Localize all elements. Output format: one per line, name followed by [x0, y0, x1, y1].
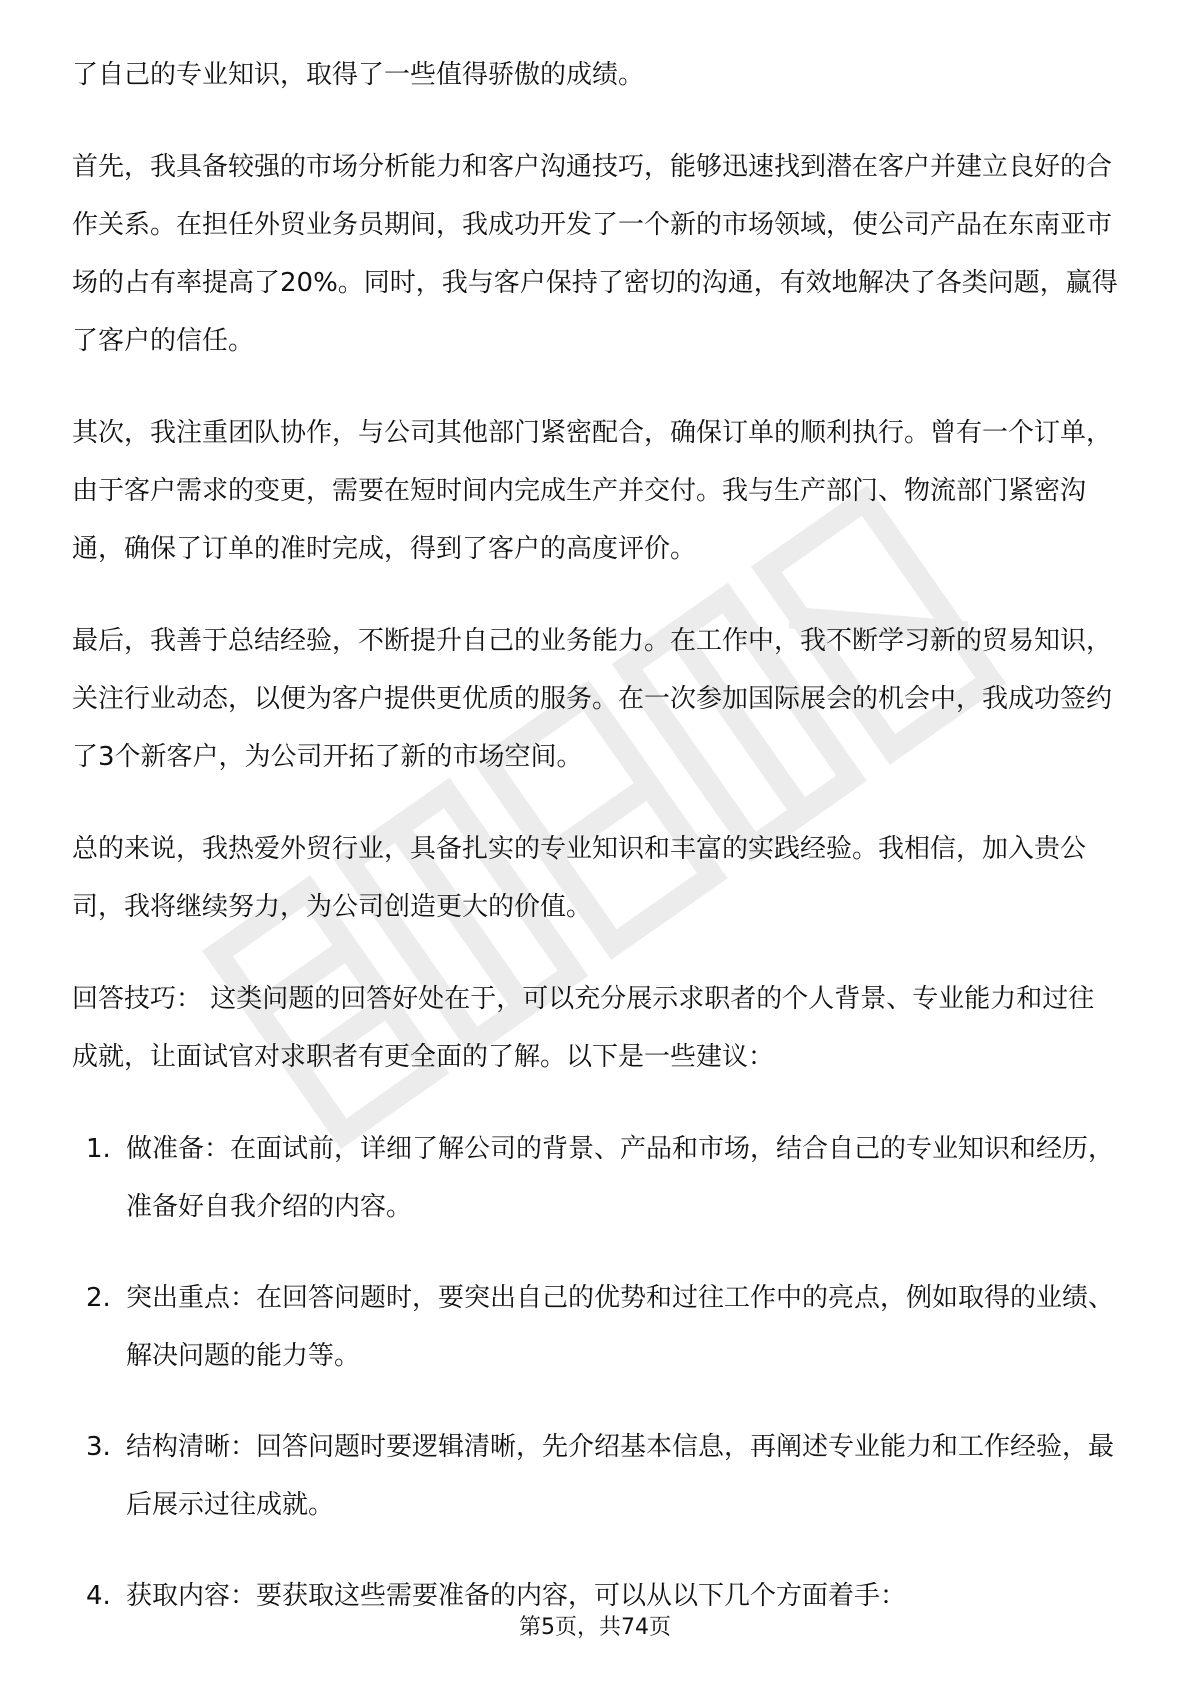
paragraph: 其次，我注重团队协作，与公司其他部门紧密配合，确保订单的顺利执行。曾有一个订单，由于客户需求的变更，需要在短时间内完成生产并交付。我与生产部门、物流部门紧密沟通，确保了订单的准时完成，得到了客户的高度评价。	[72, 418, 1113, 564]
list-item	[72, 1418, 1120, 1534]
list-item	[72, 1269, 1120, 1385]
document-body	[72, 46, 1120, 1658]
paragraph: 了自己的专业知识，取得了一些值得骄傲的成绩。	[72, 60, 645, 90]
paragraph: 回答技巧： 这类问题的回答好处在于，可以充分展示求职者的个人背景、专业能力和过往成就，让面试官对求职者有更全面的了解。以下是一些建议：	[72, 984, 1095, 1072]
list-number: 3.	[86, 1432, 111, 1462]
paragraph: 总的来说，我热爱外贸行业，具备扎实的专业知识和丰富的实践经验。我相信，加入贵公司，我将继续努力，为公司创造更大的价值。	[72, 834, 1087, 922]
list-number: 2.	[86, 1283, 111, 1313]
list-text: 突出重点：在回答问题时，要突出自己的优势和过往工作中的亮点，例如取得的业绩、解决问题的能力等。	[126, 1283, 1115, 1371]
list-item	[72, 1120, 1120, 1236]
page-number: 第5页，共74页	[519, 1615, 671, 1640]
list-number: 4.	[86, 1581, 111, 1611]
list-text: 做准备：在面试前，详细了解公司的背景、产品和市场，结合自己的专业知识和经历，准备好自我介绍的内容。	[126, 1134, 1115, 1222]
list-text: 获取内容：要获取这些需要准备的内容，可以从以下几个方面着手：	[126, 1581, 907, 1611]
tips-list	[72, 1120, 1120, 1625]
list-text: 结构清晰：回答问题时要逻辑清晰，先介绍基本信息，再阐述专业能力和工作经验，最后展示过往成就。	[126, 1432, 1115, 1520]
paragraph: 首先，我具备较强的市场分析能力和客户沟通技巧，能够迅速找到潜在客户并建立良好的合作关系。在担任外贸业务员期间，我成功开发了一个新的市场领域，使公司产品在东南亚市场的占有率提高了20%。同时，我与客户保持了密切的沟通，有效地解决了各类问题，赢得了客户的信任。	[72, 152, 1118, 356]
list-number: 1.	[86, 1134, 111, 1164]
paragraph: 最后，我善于总结经验，不断提升自己的业务能力。在工作中，我不断学习新的贸易知识，关注行业动态，以便为客户提供更优质的服务。在一次参加国际展会的机会中，我成功签约了3个新客户，为公司开拓了新的市场空间。	[72, 626, 1113, 772]
